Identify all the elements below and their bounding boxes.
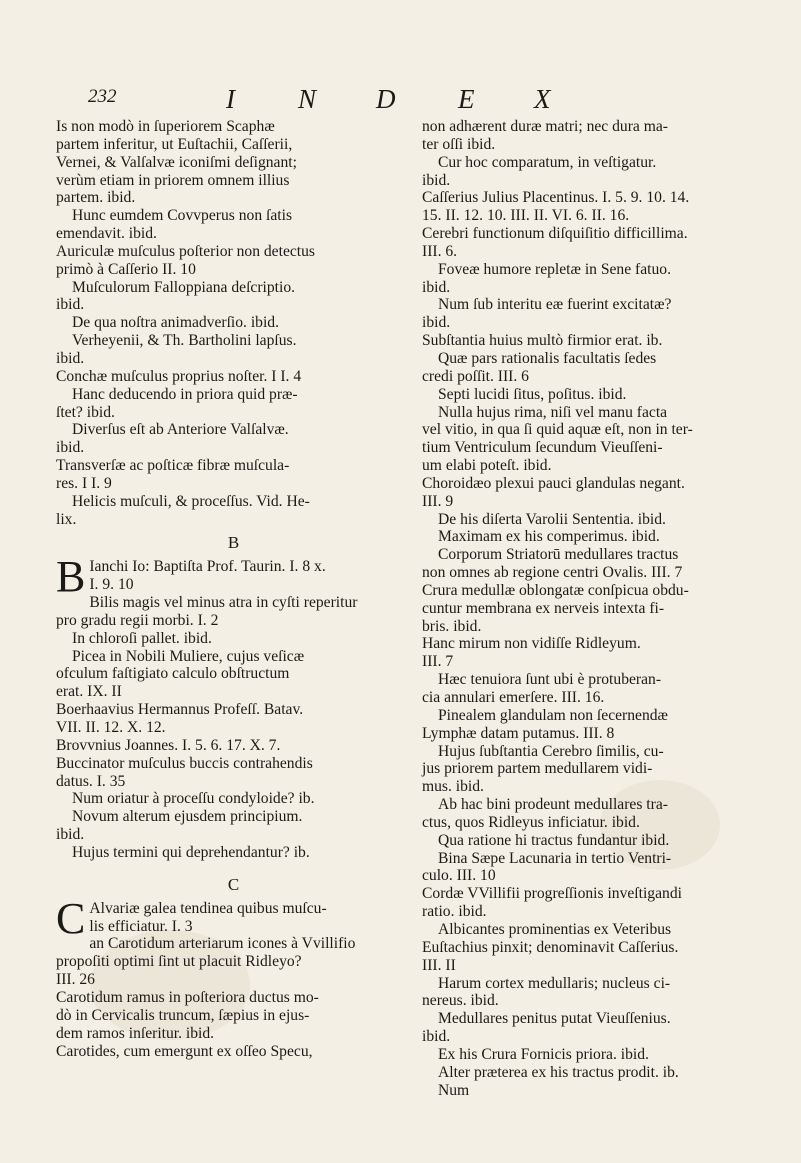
text-line: Carotidum ramus in poſteriora ductus mo-	[56, 988, 319, 1006]
text-line: Carotides, cum emergunt ex oſſeo Specu,	[56, 1042, 313, 1060]
entries-b	[56, 594, 411, 862]
text-line: mus. ibid.	[422, 778, 484, 796]
text-line: In chloroſi pallet. ibid.	[72, 629, 212, 647]
text-line: VII. II. 12. X. 12.	[56, 719, 166, 736]
text-line: Septi lucidi ſitus, poſitus. ibid.	[438, 385, 627, 403]
text-line: Boerhaavius Hermannus Profeſſ. Batav.	[56, 701, 304, 719]
text-line: Transverſæ ac poſticæ fibræ muſcula-	[56, 457, 290, 475]
text-line: non omnes ab regione centri Ovalis. III. 7	[422, 564, 683, 582]
text-line: I. 9. 10	[89, 576, 134, 594]
text-line: De his diſerta Varolii Sententia. ibid.	[438, 510, 666, 528]
text-line: cuntur membrana ex nerveis intexta fi-	[422, 599, 665, 617]
text-line: Caſſerius Julius Placentinus. I. 5. 9. 10. 14.	[422, 189, 690, 207]
text-line: an Carotidum arteriarum icones à Vvillifio	[89, 935, 356, 953]
text-line: Alter præterea ex his tractus prodit. ib.	[438, 1063, 679, 1081]
text-line: propoſiti optimi ſint ut placuit Ridleyo?	[56, 953, 302, 971]
text-line: partem inferitur, ut Euſtachii, Caſſerii,	[56, 135, 293, 153]
text-line: Maximam ex his comperimus. ibid.	[438, 528, 660, 546]
text-line: Subſtantia huius multò firmior erat. ib.	[422, 332, 663, 350]
text-line: Lymphæ datam putamus. III. 8	[422, 724, 615, 742]
text-line: Hunc eumdem Covvperus non ſatis	[72, 207, 293, 225]
text-line: Ianchi Io: Baptiſta Prof. Taurin. I. 8 x.	[89, 558, 326, 576]
text-line: jus priorem partem medullarem vidi-	[422, 760, 653, 778]
text-line: credi poſſit. III. 6	[422, 367, 529, 385]
text-line: Num ſub interitu eæ fuerint excitatæ?	[438, 296, 672, 314]
text-line: vel vitio, in qua ſi quid aquæ eſt, non in ter-	[422, 421, 693, 439]
text-line: verùm etiam in priorem omnem illius	[56, 171, 290, 189]
text-line: Euſtachius pinxit; denominavit Caſſerius.	[422, 938, 679, 956]
text-line: res. I I. 9	[56, 474, 112, 492]
text-line: Auriculæ muſculus poſterior non detectus	[56, 242, 315, 260]
text-line: ibid.	[56, 826, 85, 844]
text-line: culo. III. 10	[422, 867, 496, 885]
text-line: ter oſſi ibid.	[422, 135, 496, 153]
text-line: non adhærent duræ matri; nec dura ma-	[422, 118, 668, 135]
entries-a	[56, 118, 411, 528]
text-line: Cur hoc comparatum, in veſtigatur.	[438, 153, 657, 171]
page-number: 232	[88, 86, 117, 107]
text-line: cia annulari emerſere. III. 16.	[422, 689, 605, 706]
text-line: Albicantes prominentias ex Veteribus	[438, 920, 672, 938]
text-line: emendavit. ibid.	[56, 225, 157, 243]
entries-right	[422, 118, 777, 1099]
text-line: Muſculorum Falloppiana deſcriptio.	[72, 278, 296, 296]
text-line: partem. ibid.	[56, 189, 136, 207]
text-line: Harum cortex medullaris; nucleus ci-	[438, 974, 671, 992]
text-line: III. 7	[422, 653, 454, 671]
text-line: lix.	[56, 510, 77, 528]
text-line: ibid.	[422, 1028, 451, 1046]
text-line: III. 6.	[422, 242, 458, 260]
text-line: Buccinator muſculus buccis contrahendis	[56, 754, 313, 772]
text-line: lis efficiatur. I. 3	[89, 917, 193, 935]
text-line: Novum alterum ejusdem principium.	[72, 808, 303, 826]
text-line: ſtet? ibid.	[56, 403, 115, 421]
text-line: Num oriatur à proceſſu condyloide? ib.	[72, 790, 315, 808]
text-line: III. II	[422, 956, 456, 974]
text-line: Diverſus eſt ab Anteriore Valſalvæ.	[72, 421, 289, 439]
text-line: ctus, quos Ridleyus inficiatur. ibid.	[422, 813, 640, 831]
text-line: Picea in Nobili Muliere, cujus veſicæ	[72, 647, 305, 665]
text-line: Choroidæo plexui pauci glandulas negant.	[422, 474, 685, 492]
text-line: Nulla hujus rima, niſi vel manu facta	[438, 403, 668, 421]
text-line: um elabi poteſt. ibid.	[422, 457, 552, 475]
text-line: Hæc tenuiora ſunt ubi è protuberan-	[438, 671, 662, 689]
text-line: Conchæ muſculus proprius noſter. I I. 4	[56, 367, 302, 385]
text-line: ibid.	[56, 296, 85, 314]
text-line: ibid.	[422, 171, 451, 189]
text-line: Cordæ VVillifii progreſſionis inveſtigandi	[422, 885, 682, 903]
text-line: Hujus ſubſtantia Cerebro ſimilis, cu-	[438, 742, 664, 760]
text-line: 15. II. 12. 10. III. II. VI. 6. II. 16.	[422, 207, 630, 225]
text-line: bris. ibid.	[422, 617, 482, 635]
text-line: Quæ pars rationalis facultatis ſedes	[438, 349, 657, 367]
text-line: III. 9	[422, 492, 454, 510]
text-line: Cerebri functionum diſquiſitio difficillima.	[422, 225, 688, 243]
running-header	[58, 86, 758, 120]
text-line: Brovvnius Joannes. I. 5. 6. 17. X. 7.	[56, 736, 281, 754]
text-line: ibid.	[56, 349, 85, 367]
text-line: Is non modò in ſuperiorem Scaphæ	[56, 118, 275, 135]
left-column	[56, 118, 411, 1060]
text-line: Hanc mirum non vidiſſe Ridleyum.	[422, 635, 641, 653]
text-line: ibid.	[56, 439, 85, 457]
entry-bianchi	[56, 552, 411, 602]
text-line: Vernei, & Valſalvæ iconiſmi deſignant;	[56, 153, 297, 171]
text-line: ofculum faſtigiato calculo obſtructum	[56, 665, 290, 683]
text-line: dem ramos inſeritur. ibid.	[56, 1024, 215, 1042]
text-line: Helicis muſculi, & proceſſus. Vid. He-	[72, 492, 310, 510]
text-line: pro gradu regii morbi. I. 2	[56, 611, 219, 629]
drop-cap-c: C	[56, 893, 86, 943]
entry-calvariae	[56, 893, 411, 943]
text-line: Num	[438, 1081, 470, 1099]
text-line: Verheyenii, & Th. Bartholini lapſus.	[72, 332, 297, 350]
text-line: primò à Caſſerio II. 10	[56, 260, 196, 278]
text-line: III. 26	[56, 971, 95, 989]
section-letter-b: B	[227, 533, 240, 553]
header-letter: E	[458, 84, 476, 114]
text-line: erat. IX. II	[56, 683, 122, 701]
text-line: ratio. ibid.	[422, 903, 487, 921]
text-line: De qua noſtra animadverſio. ibid.	[72, 314, 279, 332]
text-line: nereus. ibid.	[422, 992, 499, 1010]
text-line: Foveæ humore repletæ in Sene fatuo.	[438, 260, 671, 278]
text-line: Crura medullæ oblongatæ conſpicua obdu-	[422, 581, 689, 599]
header-letter: D	[376, 84, 397, 114]
text-line: ibid.	[422, 278, 451, 296]
header-letter: X	[534, 84, 552, 114]
text-line: Pinealem glandulam non ſecernendæ	[438, 706, 668, 724]
header-letter: I	[226, 84, 236, 114]
header-letter: N	[298, 84, 318, 114]
text-line: datus. I. 35	[56, 772, 126, 790]
right-column	[422, 118, 777, 1099]
text-line: Ex his Crura Fornicis priora. ibid.	[438, 1045, 649, 1063]
text-line: Qua ratione hi tractus fundantur ibid.	[438, 831, 670, 849]
text-line: Ab hac bini prodeunt medullares tra-	[438, 796, 668, 814]
text-line: Bilis magis vel minus atra in cyſti reperitur	[89, 594, 358, 612]
text-line: Hujus termini qui deprehendantur? ib.	[72, 843, 310, 861]
entries-c	[56, 935, 411, 1060]
text-line: Hanc deducendo in priora quid præ-	[72, 385, 298, 403]
text-line: Corporum Striatorū medullares tractus	[438, 546, 679, 564]
section-letter-c: C	[227, 874, 240, 894]
text-line: Bina Sæpe Lacunaria in tertio Ventri-	[438, 849, 672, 867]
text-line: ibid.	[422, 314, 451, 332]
text-line: tium Ventriculum ſecundum Vieuſſeni-	[422, 439, 663, 457]
text-line: dò in Cervicalis truncum, ſæpius in ejus-	[56, 1006, 310, 1024]
text-line: Alvariæ galea tendinea quibus muſcu-	[89, 899, 327, 917]
text-line: Medullares penitus putat Vieuſſenius.	[438, 1010, 671, 1028]
drop-cap-b: B	[56, 552, 86, 602]
